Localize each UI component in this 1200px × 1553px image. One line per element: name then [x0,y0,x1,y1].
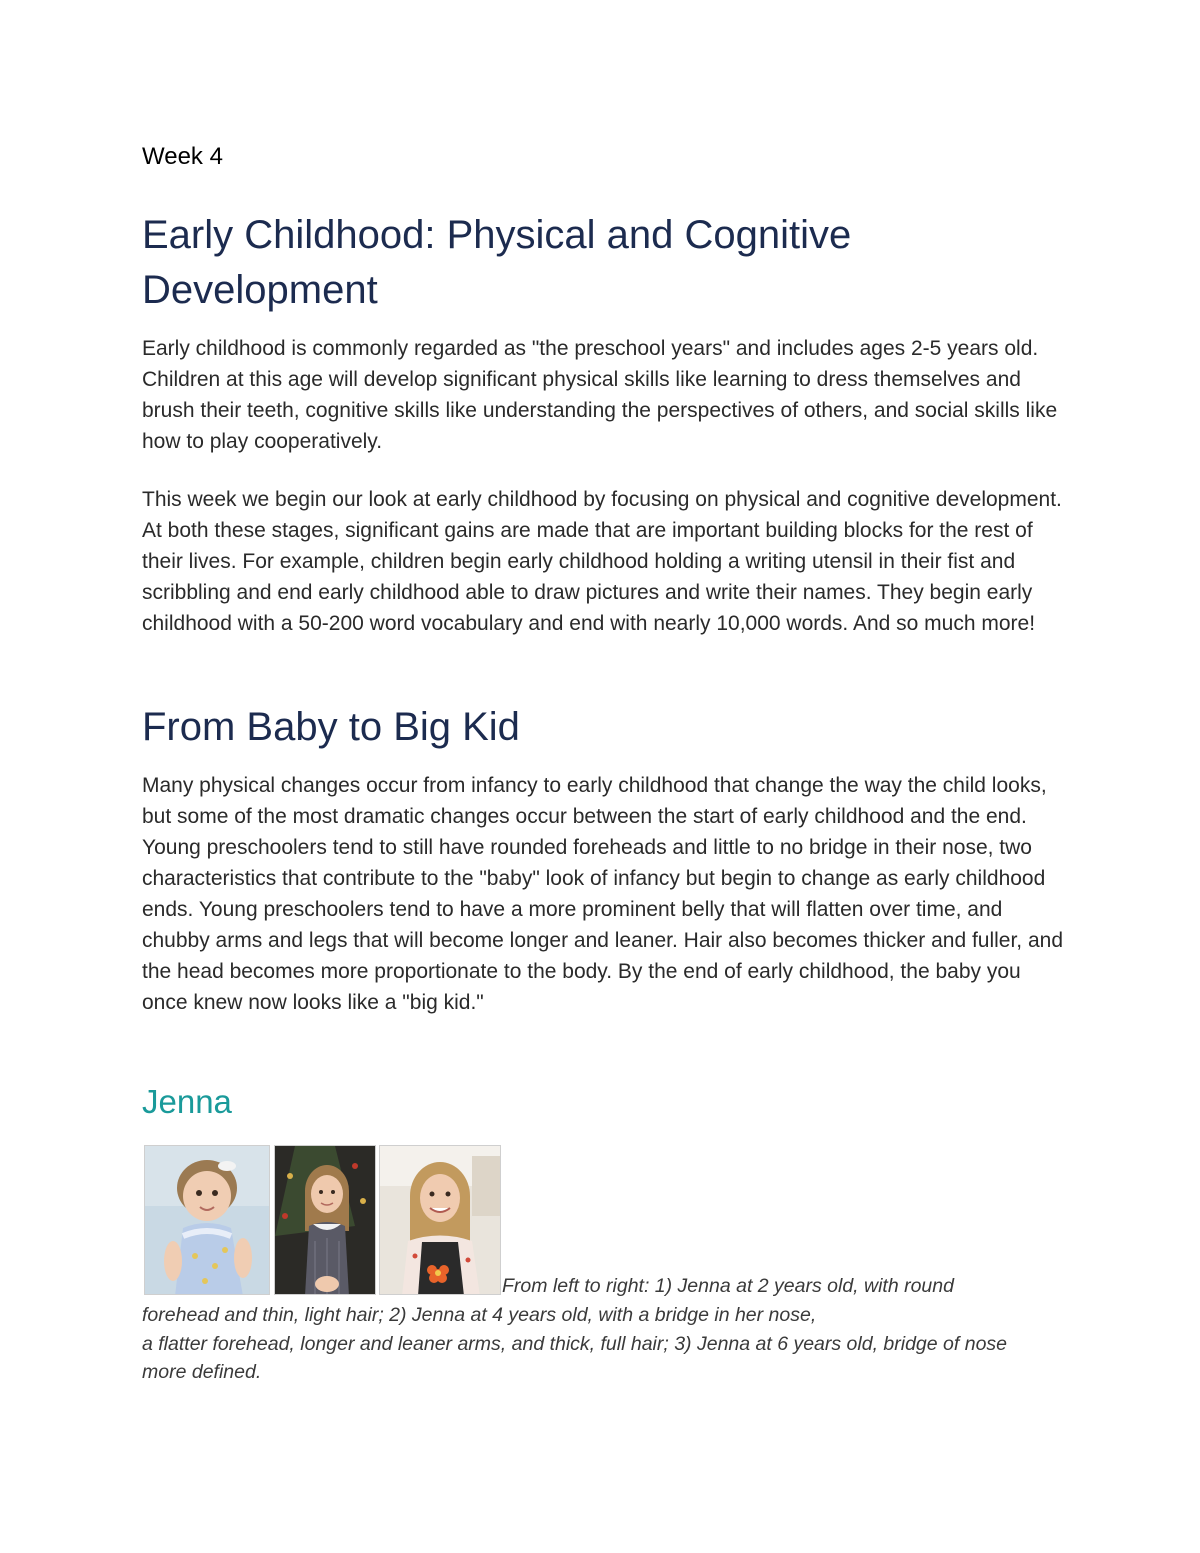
section-title: From Baby to Big Kid [142,705,520,749]
photo-caption [142,1272,1067,1386]
intro-paragraph-2: This week we begin our look at early childhood by focusing on physical and cognitive development. At both these stages, significant gains are made that are important building blocks for the rest of their lives. For example, children begin early childhood holding a writing utensil in their fist and scribbling and end early childhood able to draw pictures and write their names. They begin early childhood with a 50-200 word vocabulary and end with nearly 10,000 words. And so much more! [142,488,1062,635]
page-title: Early Childhood: Physical and Cognitive Development [142,213,852,312]
section-paragraph: Many physical changes occur from infancy to early childhood that change the way the child looks, but some of the most dramatic changes occur between the start of early childhood and the end. Young preschoolers tend to still have rounded foreheads and little to no bridge in their nose, two characteristics that contribute to the "baby" look of infancy but begin to change as early childhood ends. Young preschoolers tend to have a more prominent belly that will flatten over time, and chubby arms and legs that will become longer and leaner. Hair also becomes thicker and fuller, and the head becomes more proportionate to the body. By the end of early childhood, the baby you once knew now looks like a "big kid." [142,774,1064,1014]
intro-paragraph-1: Early childhood is commonly regarded as "the preschool years" and includes ages 2-5 years old. Children at this age will develop significant physical skills like learning to dress themselves and brush their teeth, cognitive skills like understanding the perspectives of others, and social skills like how to play cooperatively. [142,337,1058,453]
caption-line-3: a flatter forehead, longer and leaner arms, and thick, full hair; 3) Jenna at 6 years old, bridge of nose [142,1333,1008,1355]
week-label: Week 4 [142,143,223,170]
caption-line-1: From left to right: 1) Jenna at 2 years old, with round [502,1275,954,1297]
caption-line-4: more defined. [142,1361,262,1383]
caption-line-2: forehead and thin, light hair; 2) Jenna at 4 years old, with a bridge in her nose, [142,1304,817,1326]
subsection-title-jenna: Jenna [142,1083,232,1120]
